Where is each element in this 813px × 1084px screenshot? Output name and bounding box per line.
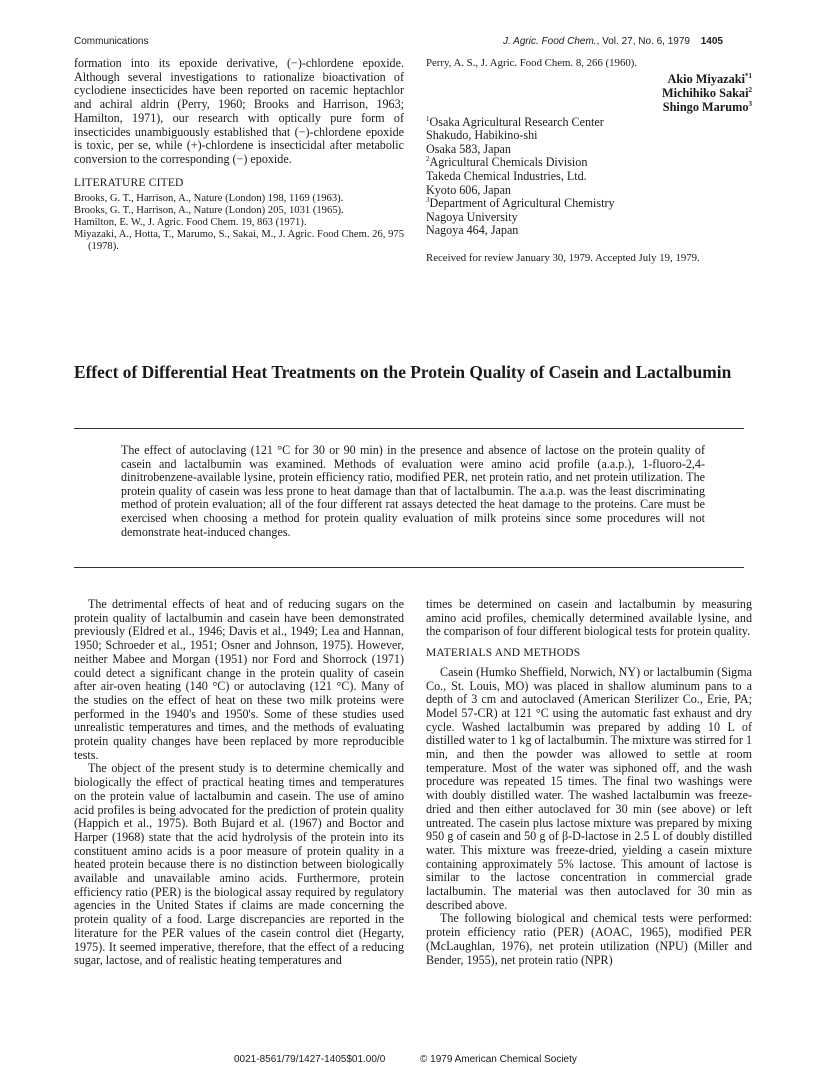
- abstract-text: The effect of autoclaving (121 °C for 30 or 90 min) in the presence and absence of lactose on the protein quality of casein and lactalbumin was examined. Methods of evaluation were amino acid profile (a.a.p.), 1-fluoro-2,4-dinitrobenzene-available lysine, protein efficiency ratio, modified PER, net protein ratio, and net protein utilization. The protein quality of casein was less prone to heat damage than that of lactalbumin. The a.a.p. was the least discriminating method of protein evaluation; all of the four different rat assays detected the heat damage to the proteins. Care must be exercised when choosing a method for protein quality evaluation of milk proteins since some procedures will not demonstrate heat-induced changes.: [121, 443, 705, 539]
- literature-cited-heading: LITERATURE CITED: [74, 176, 184, 189]
- affiliation-line: Nagoya University: [426, 209, 518, 224]
- affiliation-line: $^2$Agricultural Chemicals Division: [426, 155, 588, 170]
- reference-item: Brooks, G. T., Harrison, A., Nature (London) 198, 1169 (1963).: [74, 193, 344, 205]
- perry-reference: Perry, A. S., J. Agric. Food Chem. 8, 266 (1960).: [426, 57, 638, 69]
- affiliation-line: Takeda Chemical Industries, Ltd.: [426, 168, 587, 183]
- top-right-column: [426, 57, 752, 264]
- body-paragraph: Casein (Humko Sheffield, Norwich, NY) or lactalbumin (Sigma Co., St. Louis, MO) was placed in shallow aluminum pans to a depth of 3 cm and autoclaved (American Sterilizer Co., Erie, PA; Model 57-CR) at 121 °C using the automatic fast exhaust and dry cycle. Washed lactalbumin was prepared by adding 10 L of distilled water to 1 kg of lactalbumin. The mixture was stirred for 1 min, and then the powder was allowed to settle at room temperature. Most of the water was siphoned off, and the wash procedure was repeated 15 times. The final two washings were with doubly distilled water. The washed lactalbumin was freeze-dried and then either autoclaved for 30 min (see above) or left untreated. The casein plus lactose mixture was prepared by mixing 950 g of casein and 50 g of β-D-lactose in 2.5 L of doubly distilled water. This mixture was freeze-dried, yielding a casein mixture containing approximately 5% lactose. This amount of lactose is similar to the lactose concentration in commercial grade lactalbumin. The material was then autoclaved for 30 min as described above.: [426, 664, 752, 912]
- body-paragraph: The following biological and chemical tests were performed: protein efficiency ratio (PER) (AOAC, 1965), modified PER (McLaughlan, 1976), net protein utilization (NPU) (Miller and Bender, 1955), net protein ratio (NPR): [426, 911, 752, 967]
- affiliation-line: Osaka 583, Japan: [426, 141, 511, 156]
- materials-methods-heading: MATERIALS AND METHODS: [426, 647, 581, 660]
- author-name: Shingo Marumo$^3$: [662, 100, 752, 115]
- top-left-column: [74, 57, 404, 253]
- affiliation-line: Shakudo, Habikino-shi: [426, 128, 538, 143]
- footer-copyright: © 1979 American Chemical Society: [420, 1054, 577, 1065]
- reference-item: Hamilton, E. W., J. Agric. Food Chem. 19, 863 (1971).: [74, 217, 307, 229]
- received-note: Received for review January 30, 1979. Accepted July 19, 1979.: [426, 251, 700, 264]
- body-left-column: [74, 598, 404, 968]
- article-title: Effect of Differential Heat Treatments on the Protein Quality of Casein and Lactalbumin: [74, 362, 732, 382]
- running-header-left: Communications: [74, 36, 149, 47]
- page-number: 1405: [700, 36, 723, 47]
- abstract-rule: [74, 567, 744, 568]
- title-rule: [74, 428, 744, 429]
- author-name: Michihiko Sakai$^2$: [662, 86, 752, 101]
- affiliation-line: Kyoto 606, Japan: [426, 182, 511, 197]
- reference-item: Brooks, G. T., Harrison, A., Nature (London) 205, 1031 (1965).: [74, 205, 344, 217]
- reference-list: [74, 193, 404, 253]
- abstract: [121, 444, 705, 539]
- body-paragraph: The detrimental effects of heat and of reducing sugars on the protein quality of lactalbumin and casein have been demonstrated previously (Eldred et al., 1946; Davis et al., 1949; Lea and Hannan, 1950; Schroeder et al., 1951; Osner and Johnson, 1975). However, neither Mabee and Morgan (1951) nor Ford and Shorrock (1971) could detect a significant change in the protein quality of casein after air-oven heating (140 °C) or autoclaving (121 °C). Many of the studies on the effect of heat on these two milk proteins were performed in the 1940's and 1950's. Some of these studies used unrealistic temperatures and times, and the methods of evaluating protein quality changes have been replaced by more reproducible tests.: [74, 597, 404, 762]
- affiliation-line: $^1$Osaka Agricultural Research Center: [426, 114, 604, 129]
- body-paragraph: The object of the present study is to determine chemically and biologically the effect of practical heating times and temperatures on the protein value of lactalbumin and casein. The use of amino acid profiles is being advocated for the prediction of protein quality (Happich et al., 1975). Both Bujard et al. (1967) and Boctor and Harper (1968) state that the acid hydrolysis of the protein into its constituent amino acids is a poor measure of protein quality in a heated protein because there is no distinction between biologically available and unavailable amino acids. Furthermore, protein efficiency ratio (PER) is the biological assay required by regulatory agencies in the United States if claims are made concerning the protein quality of a food. Large discrepancies are reported in the literature for the PER values of the casein control diet (Hegarty, 1975). It seemed imperative, therefore, that the effect of a reducing sugar, lactose, and of realistic heating temperatures and: [74, 761, 404, 968]
- running-header-journal: [503, 36, 723, 47]
- closing-paragraph: formation into its epoxide derivative, (−)-chlordene epoxide. Although several investigations to rationalize bioactivation of cyclodiene insecticides have been reported on racemic heptachlor and achiral aldrin (Perry, 1960; Brooks and Harrison, 1963; Hamilton, 1971), our research with optically pure form of insecticides unambiguously established that (−)-chlordene epoxide is toxic, per se, while (+)-chlordene is insecticidal after metabolic conversion to the corresponding (−) epoxide.: [74, 56, 404, 166]
- author-block: [426, 72, 752, 115]
- affiliation-block: [426, 116, 752, 238]
- reference-item: Miyazaki, A., Hotta, T., Marumo, S., Sakai, M., J. Agric. Food Chem. 26, 975 (1978).: [74, 229, 404, 253]
- affiliation-line: $^3$Department of Agricultural Chemistry: [426, 196, 615, 211]
- body-right-column: [426, 598, 752, 967]
- footer-code: 0021-8561/79/1427-1405$01.00/0: [234, 1054, 386, 1065]
- journal-name: J. Agric. Food Chem.: [503, 36, 597, 47]
- body-paragraph: times be determined on casein and lactalbumin by measuring amino acid profiles, chemically determined available lysine, and the comparison of four different biological tests for protein quality.: [426, 597, 752, 639]
- volume-info: , Vol. 27, No. 6, 1979: [596, 36, 690, 47]
- affiliation-line: Nagoya 464, Japan: [426, 223, 519, 238]
- author-name: Akio Miyazaki$^{*1}$: [667, 71, 752, 86]
